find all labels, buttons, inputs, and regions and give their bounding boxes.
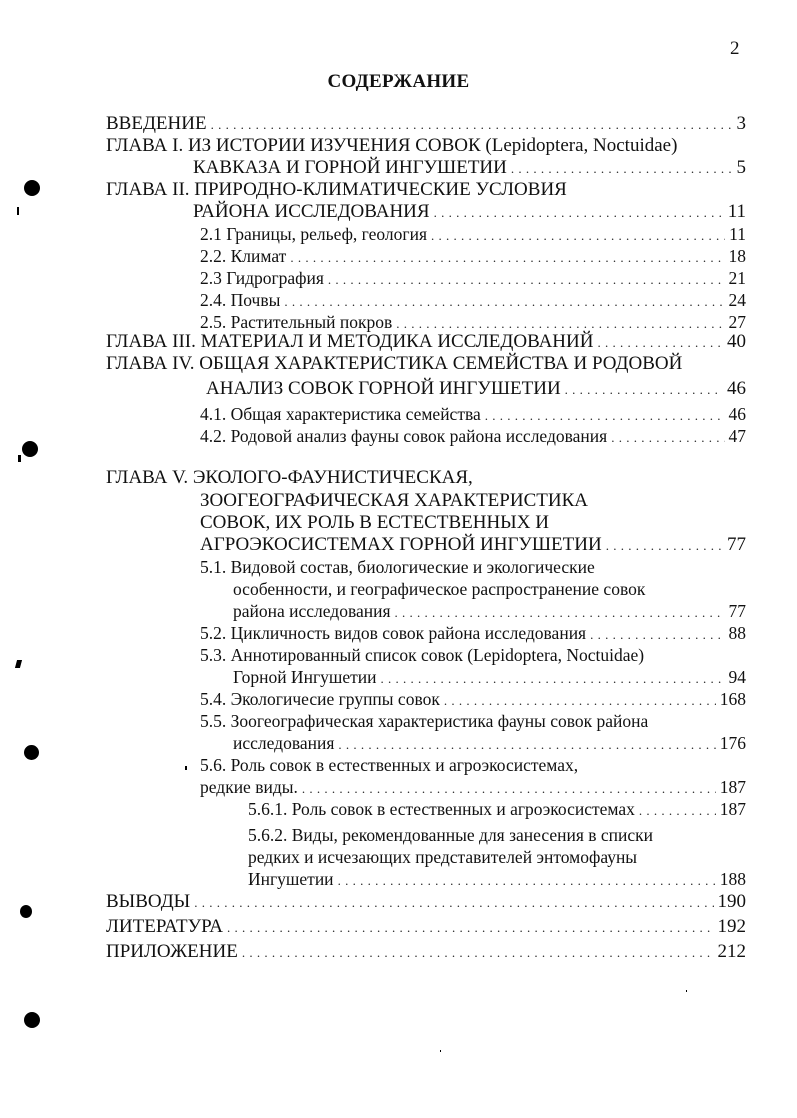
entry-page: 47	[728, 426, 746, 446]
toc-chapter-1-line1: ГЛАВА I. ИЗ ИСТОРИИ ИЗУЧЕНИЯ СОВОК (Lepidoptera, Noctuidae)	[106, 135, 678, 156]
punch-hole-mark	[24, 180, 40, 196]
entry-page: 11	[727, 201, 746, 222]
leader-dots	[639, 800, 716, 822]
toc-entry-5-6[interactable]	[200, 776, 746, 800]
toc-entry-2-2[interactable]	[200, 245, 746, 269]
toc-5-6-2-line2: редких и исчезающих представителей энтомофауны	[248, 847, 638, 867]
entry-page: 94	[728, 667, 746, 687]
entry-page: 21	[728, 268, 746, 288]
leader-dots	[284, 291, 724, 313]
leader-dots	[597, 332, 723, 354]
toc-entry-5-4[interactable]	[200, 688, 746, 712]
entry-title: ВЫВОДЫ	[106, 891, 191, 912]
leader-dots	[590, 624, 724, 646]
toc-entry-chapter-5[interactable]	[200, 534, 746, 557]
leader-dots	[194, 892, 713, 914]
toc-entry-5-5[interactable]	[233, 732, 746, 756]
leader-dots	[444, 690, 716, 712]
toc-title: СОДЕРЖАНИЕ	[327, 71, 470, 92]
toc-entry-5-3[interactable]	[233, 666, 746, 690]
leader-dots	[227, 917, 714, 939]
entry-page: 24	[728, 290, 746, 310]
toc-5-6-line1: 5.6. Роль совок в естественных и агроэкосистемах,	[200, 755, 579, 775]
entry-page: 88	[728, 623, 746, 643]
leader-dots	[511, 158, 733, 180]
toc-chapter-5-line1: ГЛАВА V. ЭКОЛОГО-ФАУНИСТИЧЕСКАЯ,	[106, 467, 473, 488]
entry-page: 46	[728, 404, 746, 424]
leader-dots	[431, 225, 725, 247]
scan-speck	[440, 1050, 441, 1052]
entry-title: 5.4. Экологичесие группы совок	[200, 689, 440, 709]
leader-dots	[302, 778, 716, 800]
entry-page: 27	[728, 312, 746, 332]
toc-entry-5-1[interactable]	[233, 600, 746, 624]
entry-title: 2.3 Гидрография	[200, 268, 324, 288]
entry-page: 176	[719, 733, 746, 753]
leader-dots	[338, 870, 716, 892]
leader-dots	[328, 269, 725, 291]
leader-dots	[242, 942, 714, 964]
toc-entry-4-2[interactable]	[200, 425, 746, 449]
page-number: 2	[730, 38, 740, 59]
punch-hole-mark	[20, 905, 32, 918]
entry-title: 5.2. Цикличность видов совок района исследования	[200, 623, 587, 643]
entry-title: КАВКАЗА И ГОРНОЙ ИНГУШЕТИИ	[193, 157, 507, 178]
toc-entry-chapter-2[interactable]	[193, 201, 746, 224]
entry-page: 190	[717, 891, 746, 912]
leader-dots	[485, 405, 725, 427]
entry-page: 188	[719, 869, 746, 889]
toc-entry-5-6-1[interactable]	[248, 798, 746, 822]
leader-dots	[290, 247, 724, 269]
entry-title: ВВЕДЕНИЕ	[106, 113, 207, 134]
entry-page: 77	[728, 601, 746, 621]
entry-title: РАЙОНА ИССЛЕДОВАНИЯ	[193, 201, 430, 222]
toc-5-1-line1: 5.1. Видовой состав, биологические и экологические	[200, 557, 595, 577]
toc-5-6-2-line1: 5.6.2. Виды, рекомендованные для занесения в списки	[248, 825, 654, 845]
entry-page: 187	[719, 799, 746, 819]
toc-chapter-5-line2: ЗООГЕОГРАФИЧЕСКАЯ ХАРАКТЕРИСТИКА	[200, 490, 588, 511]
toc-chapter-4-line1: ГЛАВА IV. ОБЩАЯ ХАРАКТЕРИСТИКА СЕМЕЙСТВА И РОДОВОЙ	[106, 353, 683, 374]
toc-entry-4-1[interactable]	[200, 403, 746, 427]
entry-title: ЛИТЕРАТУРА	[106, 916, 223, 937]
scan-speck	[17, 207, 19, 215]
entry-page: 168	[719, 689, 746, 709]
toc-entry-chapter-3[interactable]	[106, 331, 746, 354]
entry-title: АНАЛИЗ СОВОК ГОРНОЙ ИНГУШЕТИИ	[206, 378, 561, 399]
entry-page: 187	[719, 777, 746, 797]
entry-page: 11	[729, 224, 746, 244]
entry-page: 40	[727, 331, 746, 352]
leader-dots	[338, 734, 715, 756]
leader-dots	[606, 535, 723, 557]
entry-page: 77	[727, 534, 746, 555]
entry-page: 18	[728, 246, 746, 266]
toc-entry-literature[interactable]	[106, 916, 746, 939]
entry-title: 2.4. Почвы	[200, 290, 281, 310]
punch-hole-mark	[24, 1012, 40, 1028]
entry-title: 4.2. Родовой анализ фауны совок района исследования	[200, 426, 608, 446]
toc-chapter-2-line1: ГЛАВА II. ПРИРОДНО-КЛИМАТИЧЕСКИЕ УСЛОВИЯ	[106, 179, 567, 200]
toc-entry-5-2[interactable]	[200, 622, 746, 646]
entry-title: ГЛАВА III. МАТЕРИАЛ И МЕТОДИКА ИССЛЕДОВАНИЙ	[106, 331, 594, 352]
toc-entry-2-4[interactable]	[200, 289, 746, 313]
entry-page: 5	[736, 157, 746, 178]
scan-speck	[185, 766, 187, 770]
toc-entry-2-3[interactable]	[200, 267, 746, 291]
entry-title: Ингушетии	[248, 869, 334, 889]
entry-page: 46	[727, 378, 746, 399]
punch-hole-mark	[22, 441, 38, 457]
entry-title: 5.6.1. Роль совок в естественных и агроэкосистемах	[248, 799, 635, 819]
toc-chapter-5-line3: СОВОК, ИХ РОЛЬ В ЕСТЕСТВЕННЫХ И	[200, 512, 549, 533]
toc-entry-chapter-4[interactable]	[206, 378, 746, 401]
toc-5-5-line1: 5.5. Зоогеографическая характеристика фауны совок района	[200, 711, 649, 731]
leader-dots	[434, 202, 724, 224]
entry-title: исследования	[233, 733, 335, 753]
entry-title: Горной Ингушетии	[233, 667, 377, 687]
entry-title: 2.1 Границы, рельеф, геология	[200, 224, 427, 244]
toc-5-1-line2: особенности, и географическое распространение совок	[233, 579, 646, 599]
toc-entry-conclusions[interactable]	[106, 891, 746, 914]
leader-dots	[381, 668, 725, 690]
toc-entry-appendix[interactable]	[106, 941, 746, 964]
toc-entry-5-6-2[interactable]	[248, 868, 746, 892]
toc-entry-chapter-1[interactable]	[193, 157, 746, 180]
toc-5-3-line1: 5.3. Аннотированный список совок (Lepidoptera, Noctuidae)	[200, 645, 645, 665]
entry-title: редкие виды.	[200, 777, 298, 797]
punch-hole-mark	[24, 745, 39, 760]
entry-title: ПРИЛОЖЕНИЕ	[106, 941, 238, 962]
entry-title: АГРОЭКОСИСТЕМАХ ГОРНОЙ ИНГУШЕТИИ	[200, 534, 602, 555]
scan-speck	[686, 990, 687, 992]
toc-entry-intro[interactable]	[106, 113, 746, 136]
entry-title: района исследования	[233, 601, 391, 621]
leader-dots	[395, 602, 725, 624]
toc-entry-2-1[interactable]	[200, 223, 746, 247]
entry-page: 192	[717, 916, 746, 937]
scan-speck	[18, 455, 21, 462]
entry-title: 2.2. Климат	[200, 246, 287, 266]
leader-dots	[565, 379, 723, 401]
entry-title: 4.1. Общая характеристика семейства	[200, 404, 481, 424]
entry-page: 3	[736, 113, 746, 134]
entry-page: 212	[717, 941, 746, 962]
leader-dots	[211, 114, 733, 136]
entry-title: 2.5. Растительный покров	[200, 312, 393, 332]
leader-dots	[611, 427, 724, 449]
